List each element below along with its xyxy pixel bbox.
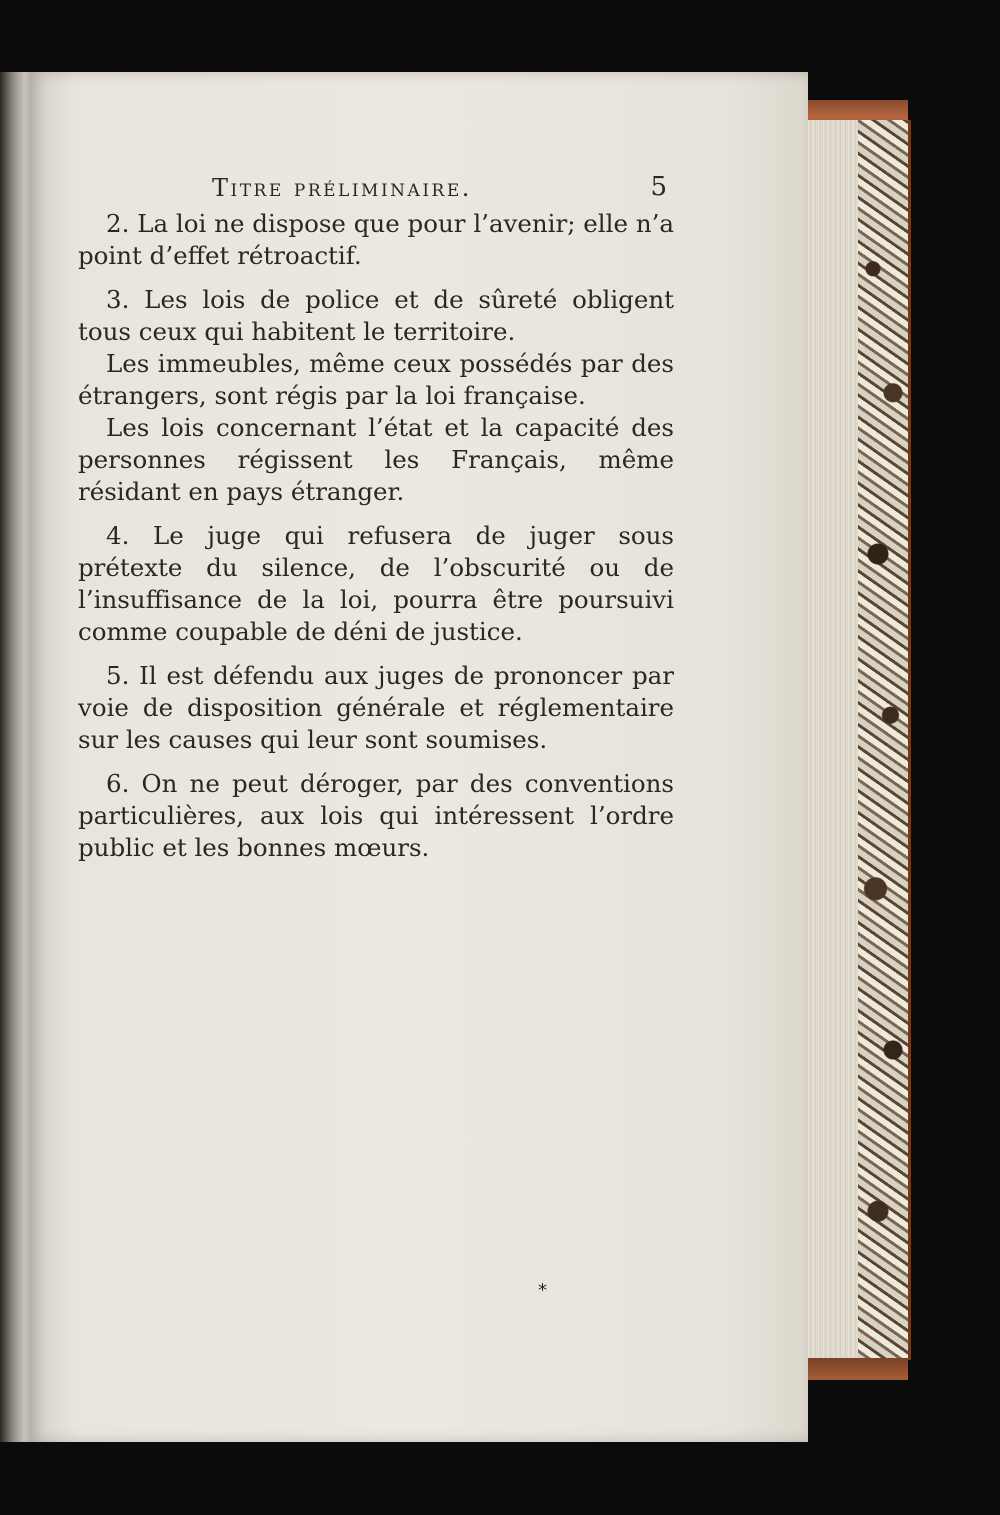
text-block (78, 168, 674, 864)
page-block (800, 120, 860, 1370)
article-5: 5. Il est défendu aux juges de prononcer par voie de disposition générale et réglementaire sur les causes qui leur sont soumises. (78, 661, 674, 754)
page-number: 5 (650, 172, 670, 202)
running-title: Titre préliminaire. (212, 174, 472, 202)
marbled-cover (858, 120, 911, 1360)
article-2: 2. La loi ne dispose que pour l’avenir; elle n’a point d’effet rétroactif. (78, 209, 674, 270)
article-4: 4. Le juge qui refusera de juger sous prétexte du silence, de l’obscurité ou de l’insuffisance de la loi, pourra être poursuivi comme coupable de déni de justice. (78, 521, 674, 646)
facing-page-edge (0, 72, 32, 1442)
article-6: 6. On ne peut déroger, par des conventions particulières, aux lois qui intéressent l’ordre public et les bonnes mœurs. (78, 769, 674, 862)
article-3: 3. Les lois de police et de sûreté obligent tous ceux qui habitent le territoire. (78, 285, 674, 346)
book-page (30, 72, 808, 1442)
cover-edge-bottom (800, 1358, 908, 1380)
running-head (78, 168, 674, 208)
book-edge (800, 100, 912, 1380)
article-3-paragraph-3: Les lois concernant l’état et la capacité des personnes régissent les Français, même résidant en pays étranger. (78, 413, 674, 506)
article-3-paragraph-2: Les immeubles, même ceux possédés par des étrangers, sont régis par la loi française. (78, 349, 674, 410)
signature-mark: * (538, 1280, 547, 1301)
